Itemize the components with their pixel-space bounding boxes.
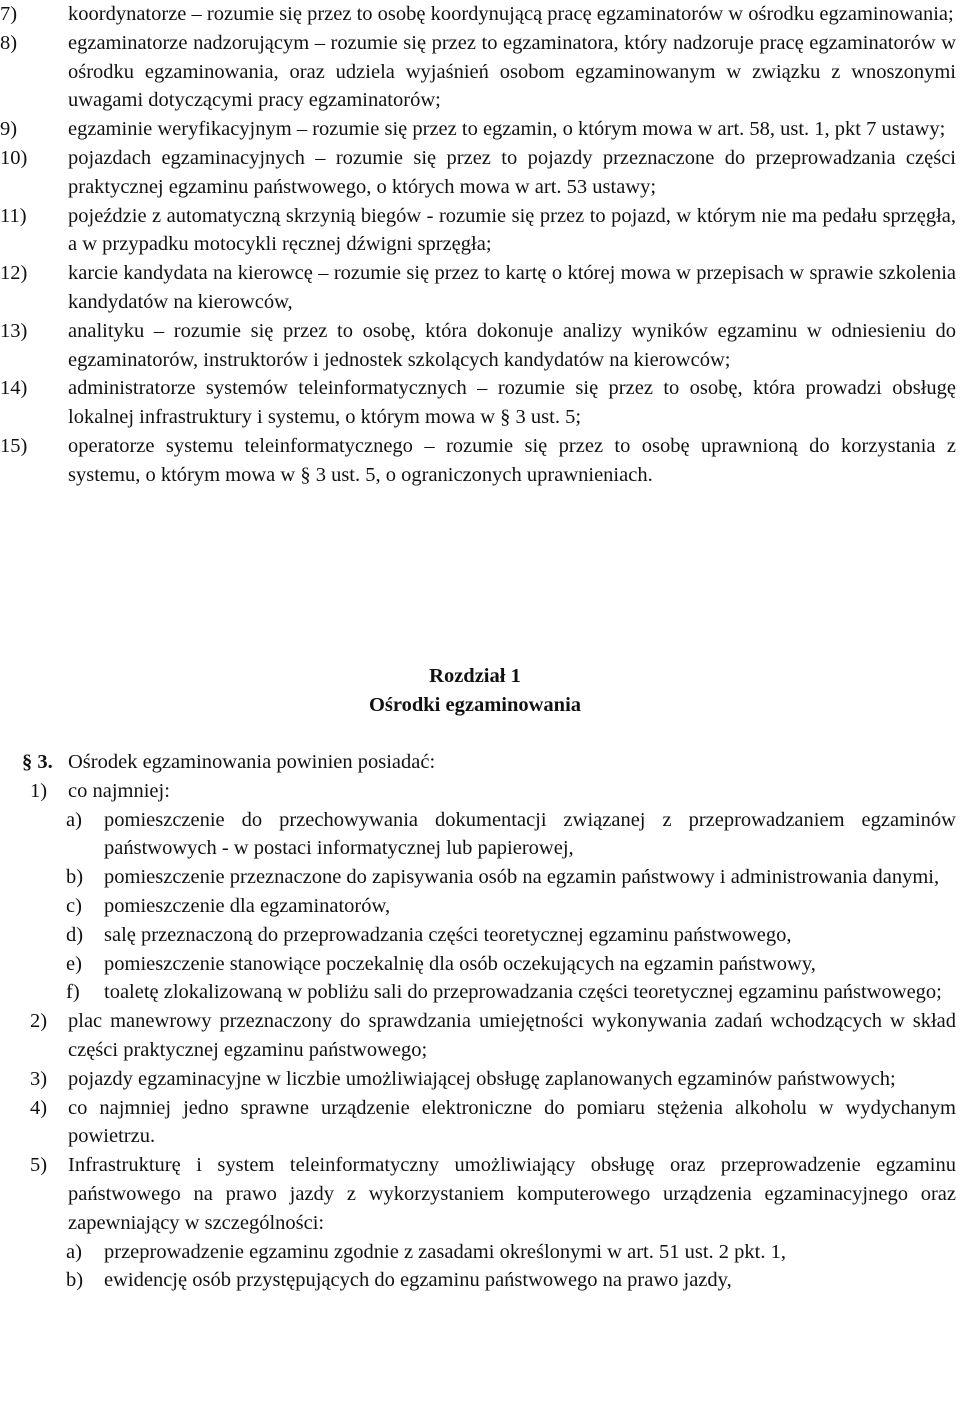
subpoint-item (0, 863, 956, 892)
item-letter: b) (66, 1269, 84, 1292)
definition-item (0, 202, 956, 260)
item-number: 7) (0, 3, 18, 25)
item-text: koordynatorze – rozumie się przez to osobę koordynującą pracę egzaminatorów w ośrodku egzaminowania; (68, 3, 954, 25)
item-letter: c) (66, 894, 82, 917)
item-text: co najmniej jedno sprawne urządzenie elektroniczne do pomiaru stężenia alkoholu w wydychanym powietrzu. (68, 1096, 956, 1148)
subpoint-item (0, 1266, 956, 1295)
definition-item (0, 0, 956, 29)
item-text: egzaminatorze nadzorującym – rozumie się przez to egzaminatora, który nadzoruje pracę egzaminatorów w ośrodku egzaminowania, oraz udziela wyjaśnień osobom egzaminowanym w związku z wnoszonymi uwagami dotyczącymi pracy egzaminatorów; (68, 31, 956, 112)
section-3 (0, 748, 958, 1295)
definition-item (0, 144, 956, 202)
item-text: pomieszczenie dla egzaminatorów, (104, 894, 391, 917)
definition-item (0, 115, 956, 144)
definitions-list (0, 0, 958, 490)
item-letter: e) (66, 952, 82, 975)
chapter-title: Ośrodki egzaminowania (368, 693, 582, 716)
section-intro-text: Ośrodek egzaminowania powinien posiadać: (68, 751, 436, 773)
subpoint-item (0, 978, 956, 1007)
item-number: 9) (0, 118, 18, 141)
item-number: 8) (0, 31, 18, 54)
point-item (0, 1065, 956, 1094)
item-text: przeprowadzenie egzaminu zgodnie z zasadami określonymi w art. 51 ust. 2 pkt. 1, (104, 1240, 786, 1263)
definition-item (0, 317, 956, 375)
item-number: 13) (0, 319, 28, 342)
definition-item (0, 259, 956, 317)
item-text: Infrastrukturę i system teleinformatyczny umożliwiający obsługę oraz przeprowadzenie egzaminu państwowego na prawo jazdy z wykorzystaniem komputerowego urządzenia egzaminacyjnego oraz zapewniający w szczególności: (68, 1154, 956, 1234)
item-text: pomieszczenie stanowiące poczekalnię dla osób oczekujących na egzamin państwowy, (104, 952, 816, 975)
item-text: toaletę zlokalizowaną w pobliżu sali do przeprowadzania części teoretycznej egzaminu państwowego; (104, 981, 942, 1004)
item-text: karcie kandydata na kierowcę – rozumie się przez to kartę o której mowa w przepisach w sprawie szkolenia kandydatów na kierowców, (68, 262, 956, 313)
item-text: administratorze systemów teleinformatycznych – rozumie się przez to osobę, która prowadzi obsługę lokalnej infrastruktury i systemu, o którym mowa w § 3 ust. 5; (68, 377, 956, 429)
item-letter: b) (66, 866, 84, 889)
item-text: analityku – rozumie się przez to osobę, która dokonuje analizy wyników egzaminu w odniesieniu do egzaminatorów, instruktorów i jednostek szkolących kandydatów na kierowców; (68, 319, 956, 371)
point-item (0, 777, 956, 806)
item-number: 4) (30, 1096, 48, 1119)
point-item (0, 1151, 956, 1237)
item-text: co najmniej: (68, 779, 170, 802)
item-number: 15) (0, 434, 28, 457)
item-letter: d) (66, 923, 84, 946)
item-text: pomieszczenie przeznaczone do zapisywania osób na egzamin państwowy i administrowania danymi, (104, 866, 940, 889)
item-letter: f) (66, 981, 80, 1004)
item-number: 11) (0, 204, 27, 227)
item-number: 1) (30, 779, 48, 802)
item-number: 10) (0, 146, 28, 169)
subpoint-item (0, 921, 956, 950)
subpoint-item (0, 806, 956, 864)
item-text: salę przeznaczoną do przeprowadzania części teoretycznej egzaminu państwowego, (104, 923, 792, 946)
item-number: 14) (0, 377, 28, 400)
item-text: pojazdy egzaminacyjne w liczbie umożliwiającej obsługę zaplanowanych egzaminów państwowych; (68, 1067, 896, 1090)
item-number: 3) (30, 1067, 48, 1090)
item-text: pomieszczenie do przechowywania dokumentacji związanej z przeprowadzaniem egzaminów państwowych - w postaci informatycznej lub papierowej, (104, 808, 956, 860)
definition-item (0, 29, 956, 115)
item-letter: a) (66, 808, 82, 831)
point-item (0, 1094, 956, 1152)
section-number: § 3. (22, 751, 53, 773)
item-text: ewidencję osób przystępujących do egzaminu państwowego na prawo jazdy, (104, 1269, 732, 1292)
item-text: pojazdach egzaminacyjnych – rozumie się przez to pojazdy przeznaczone do przeprowadzania części praktycznej egzaminu państwowego, o których mowa w art. 53 ustawy; (68, 146, 956, 198)
subpoint-item (0, 892, 956, 921)
chapter-heading (0, 662, 950, 720)
definition-item (0, 432, 956, 490)
definition-item (0, 374, 956, 432)
point-item (0, 1007, 956, 1065)
item-number: 2) (30, 1010, 48, 1033)
item-text: egzaminie weryfikacyjnym – rozumie się przez to egzamin, o którym mowa w art. 58, ust. 1, pkt 7 ustawy; (68, 118, 946, 141)
subpoint-item (0, 950, 956, 979)
section-intro (0, 748, 958, 777)
item-text: plac manewrowy przeznaczony do sprawdzania umiejętności wykonywania zadań wchodzących w skład części praktycznej egzaminu państwowego; (68, 1010, 956, 1061)
item-text: pojeździe z automatyczną skrzynią biegów - rozumie się przez to pojazd, w którym nie ma pedału sprzęgła, a w przypadku motocykli ręcznej dźwigni sprzęgła; (68, 204, 956, 256)
item-text: operatorze systemu teleinformatycznego – rozumie się przez to osobę uprawnioną do korzystania z systemu, o którym mowa w § 3 ust. 5, o ograniczonych uprawnieniach. (68, 434, 956, 486)
subpoint-item (0, 1238, 956, 1267)
item-number: 12) (0, 262, 28, 285)
item-number: 5) (30, 1154, 48, 1177)
item-letter: a) (66, 1240, 82, 1263)
chapter-number: Rozdział 1 (429, 665, 521, 687)
